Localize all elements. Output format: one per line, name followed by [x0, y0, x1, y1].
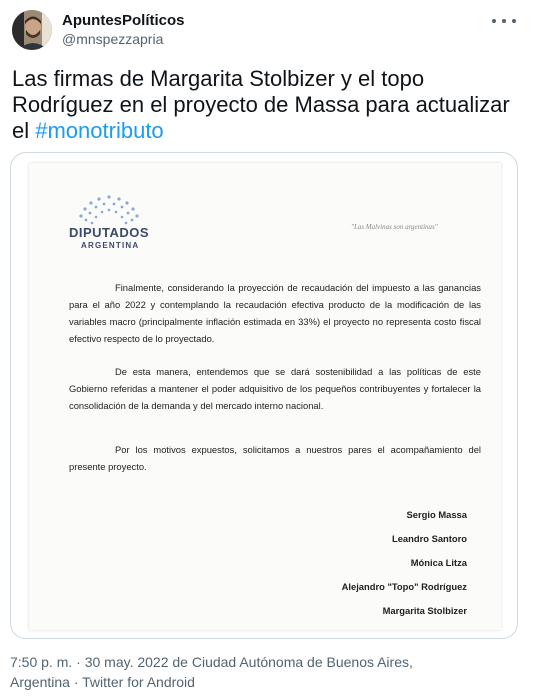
document-motto: "Las Malvinas son argentinas" [351, 223, 438, 231]
document-paragraph: Por los motivos expuestos, solicitamos a nuestros pares el acompañamiento del presente proyecto. [69, 444, 481, 472]
signer-name: Alejandro "Topo" Rodríguez [341, 581, 467, 592]
document-paragraph: Finalmente, considerando la proyección de recaudación del impuesto a las ganancias para el año 2022 y contemplando la recaudación efectiva producto de la modificación de las variables macro (principalmente inflación estimada en 33%) el proyecto no representa costo fiscal efectivo respecto de lo proyectado. [69, 282, 481, 344]
document-page [29, 163, 501, 630]
congress-dome-icon [77, 193, 141, 229]
avatar-image [12, 10, 52, 50]
signer-name: Sergio Massa [406, 509, 467, 520]
tweet-text [12, 66, 517, 144]
signer-name: Mónica Litza [410, 557, 467, 568]
logo-subtitle: ARGENTINA [81, 241, 140, 250]
author-avatar[interactable] [12, 10, 52, 50]
more-dot [502, 19, 506, 23]
signer-name: Leandro Santoro [391, 533, 467, 544]
document-paragraph: De esta manera, entendemos que se dará sostenibilidad a las políticas de este Gobierno referidas a mantener el poder adquisitivo de los pequeños contribuyentes y fortalecer la consolidación de la demanda y del mercado interno nacional. [69, 366, 481, 411]
author-handle[interactable]: @mnspezzapria [62, 31, 164, 47]
tweet-source[interactable]: Argentina · Twitter for Android [10, 674, 195, 690]
more-dot [512, 19, 516, 23]
tweet-timestamp-location[interactable]: 7:50 p. m. · 30 may. 2022 de Ciudad Autónoma de Buenos Aires, [10, 654, 413, 670]
hashtag-link[interactable]: #monotributo [35, 118, 164, 143]
more-horizontal-icon[interactable] [492, 14, 516, 28]
signer-name: Margarita Stolbizer [382, 605, 467, 616]
logo-title: DIPUTADOS [69, 225, 150, 240]
more-dot [492, 19, 496, 23]
author-name[interactable]: ApuntesPolíticos [62, 12, 185, 29]
tweet-media-image[interactable] [10, 152, 518, 639]
tweet-body: Las firmas de Margarita Stolbizer y el topo Rodríguez en el proyecto de Massa para actualizar el [12, 66, 510, 143]
signers-list [342, 503, 467, 623]
tweet-meta [10, 652, 520, 692]
